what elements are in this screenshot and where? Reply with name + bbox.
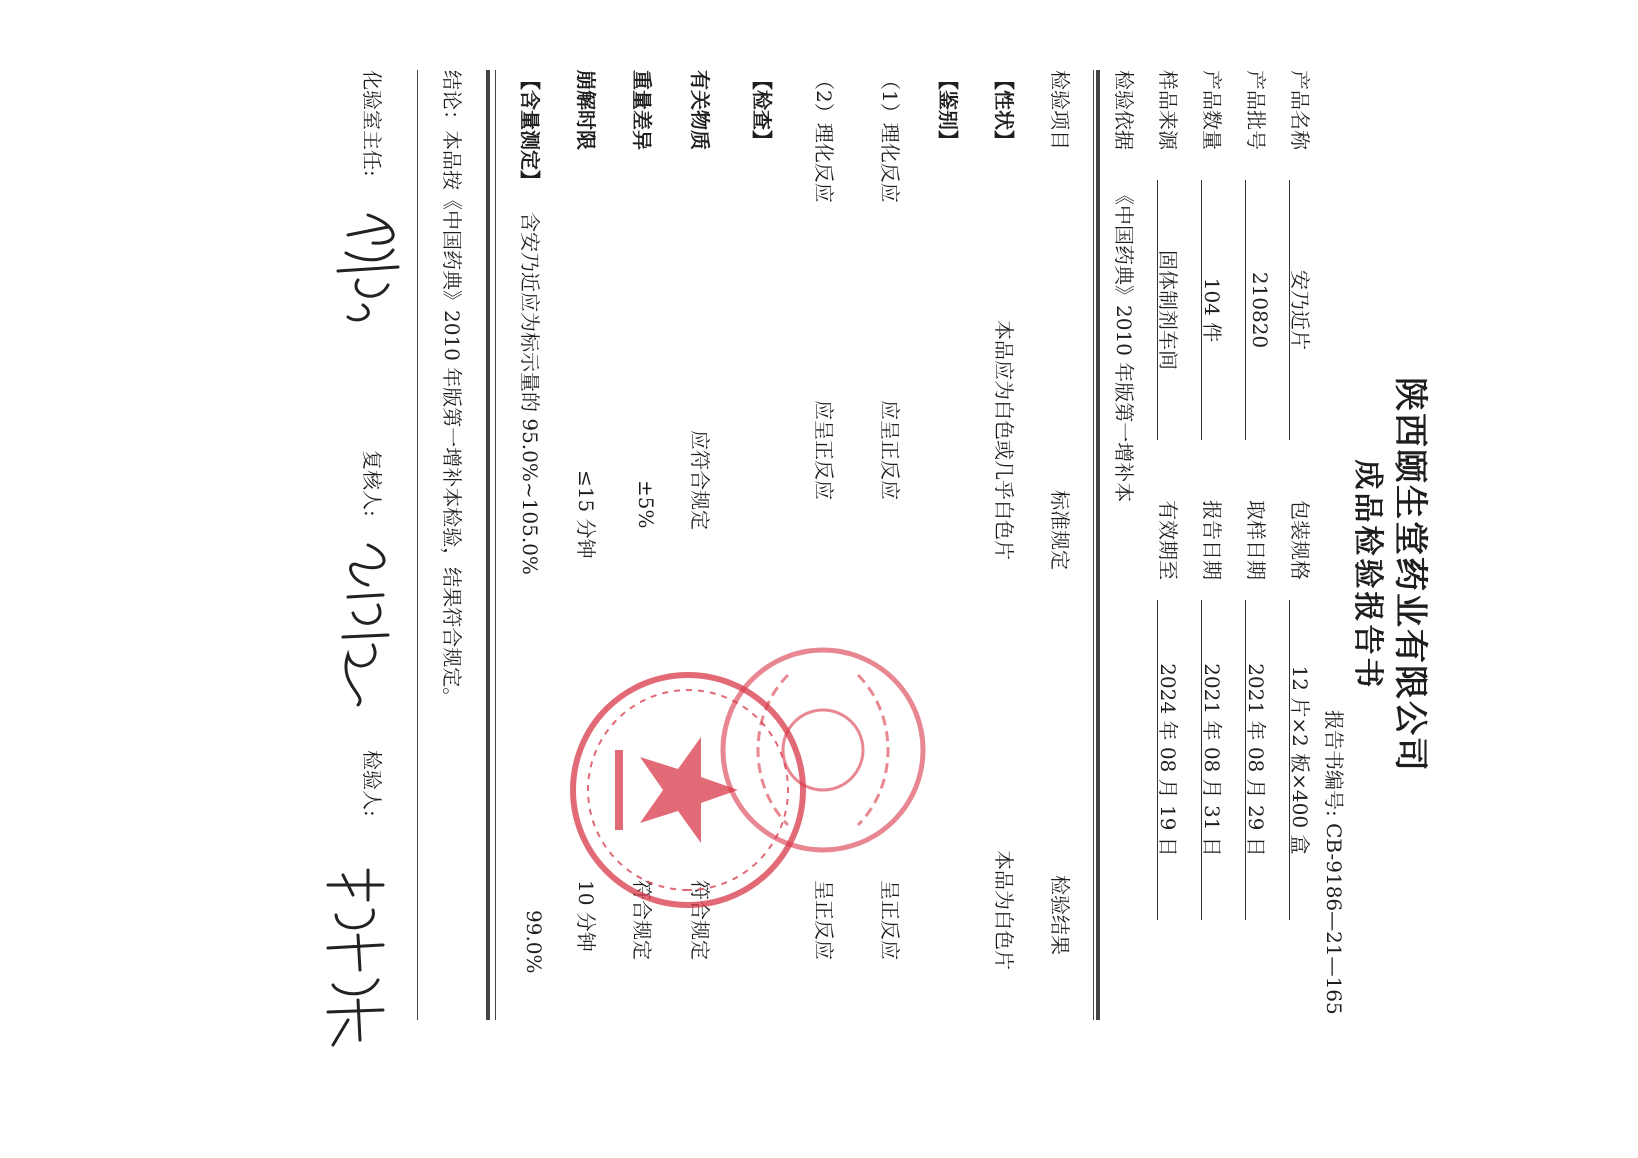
- table-row-result: 呈正反应: [812, 880, 836, 960]
- valid-until-value: 2024 年 08 月 19 日: [1156, 663, 1180, 857]
- table-row-standard: 应呈正反应: [878, 400, 902, 500]
- table-row-item: （1）理化反应: [878, 70, 902, 203]
- report-date-label: 报告日期: [1200, 500, 1224, 580]
- header-item: 检验项目: [1048, 70, 1072, 150]
- basis-label: 检验依据: [1112, 70, 1136, 150]
- conclusion: 结论：本品按《中国药典》2010 年版第一增补本检验，结果符合规定。: [440, 70, 464, 708]
- basis-value: 《中国药典》2010 年版第一增补本: [1112, 185, 1136, 503]
- pack-spec-value: 12 片×2 板×400 盒: [1288, 665, 1312, 855]
- report-date-value: 2021 年 08 月 31 日: [1200, 663, 1224, 857]
- quantity-label: 产品数量: [1200, 70, 1224, 150]
- company-seal: [708, 635, 938, 865]
- table-row-item: 崩解时限: [574, 70, 598, 150]
- product-name-underline: [1289, 180, 1290, 440]
- table-row-item: 重量差异: [630, 70, 654, 150]
- table-top-rule: [1096, 70, 1100, 1020]
- header-result: 检验结果: [1048, 875, 1072, 955]
- report-page: [148, 70, 1568, 1080]
- lab-director-label: 化验室主任:: [360, 70, 384, 177]
- lab-director-signature: [328, 205, 418, 335]
- source-value: 固体制剂车间: [1156, 250, 1180, 370]
- report-title: 成品检验报告书: [1350, 459, 1385, 691]
- table-bottom-rule: [486, 70, 490, 1020]
- table-row-item: 【含量测定】: [518, 70, 542, 190]
- batch-underline: [1245, 180, 1246, 440]
- sampling-date-label: 取样日期: [1244, 500, 1268, 580]
- table-bottom-rule-inner: [495, 70, 496, 1020]
- reviewer-label: 复核人:: [360, 450, 384, 517]
- table-row-standard: 本品应为白色或几乎白色片: [992, 320, 1016, 560]
- batch-value: 210820: [1248, 271, 1272, 349]
- header-standard: 标准规定: [1048, 490, 1072, 570]
- report-number: [1321, 710, 1350, 1015]
- quantity-underline: [1201, 180, 1202, 440]
- table-row-result: 符合规定: [630, 880, 654, 960]
- sampling-date-value: 2021 年 08 月 29 日: [1244, 663, 1268, 857]
- table-row-result: 符合规定: [688, 880, 712, 960]
- table-row-item: 【检查】: [750, 70, 774, 150]
- table-top-rule-inner: [1093, 70, 1094, 1020]
- table-row-standard: ≤15 分钟: [574, 470, 598, 559]
- table-row-standard: 应呈正反应: [812, 400, 836, 500]
- table-row-result: 10 分钟: [574, 880, 598, 952]
- table-row-item: 【鉴别】: [936, 70, 960, 150]
- company-name: 陕西颐生堂药业有限公司: [1390, 377, 1430, 773]
- pack-spec-label: 包装规格: [1288, 500, 1312, 580]
- valid-until-underline: [1157, 600, 1158, 920]
- table-row-result: 99.0%: [522, 910, 546, 974]
- table-row-item: （2）理化反应: [812, 70, 836, 203]
- report-number-label: 报告书编号:: [1322, 710, 1346, 817]
- table-row-item: 有关物质: [688, 70, 712, 150]
- product-name-value: 安乃近片: [1288, 270, 1312, 350]
- inspector-label: 检验人:: [360, 750, 384, 817]
- sampling-date-underline: [1245, 600, 1246, 920]
- report-number-value: CB-9186—21—165: [1322, 823, 1346, 1015]
- table-row-standard: 含安乃近应为标示量的 95.0%~105.0%: [518, 212, 542, 575]
- table-row-standard: 应符合规定: [688, 430, 712, 530]
- table-row-item: 【性状】: [992, 70, 1016, 150]
- table-row-result: 呈正反应: [878, 880, 902, 960]
- table-row-result: 本品为白色片: [992, 850, 1016, 970]
- inspector-signature: [318, 860, 398, 1060]
- pack-spec-underline: [1289, 600, 1290, 920]
- valid-until-label: 有效期至: [1156, 500, 1180, 580]
- table-row-standard: ±5%: [634, 480, 658, 529]
- product-name-label: 产品名称: [1288, 70, 1312, 150]
- reviewer-signature: [328, 535, 408, 715]
- source-label: 样品来源: [1156, 70, 1180, 150]
- report-date-underline: [1201, 600, 1202, 920]
- source-underline: [1157, 180, 1158, 440]
- quantity-value: 104 件: [1200, 277, 1224, 343]
- batch-label: 产品批号: [1244, 70, 1268, 150]
